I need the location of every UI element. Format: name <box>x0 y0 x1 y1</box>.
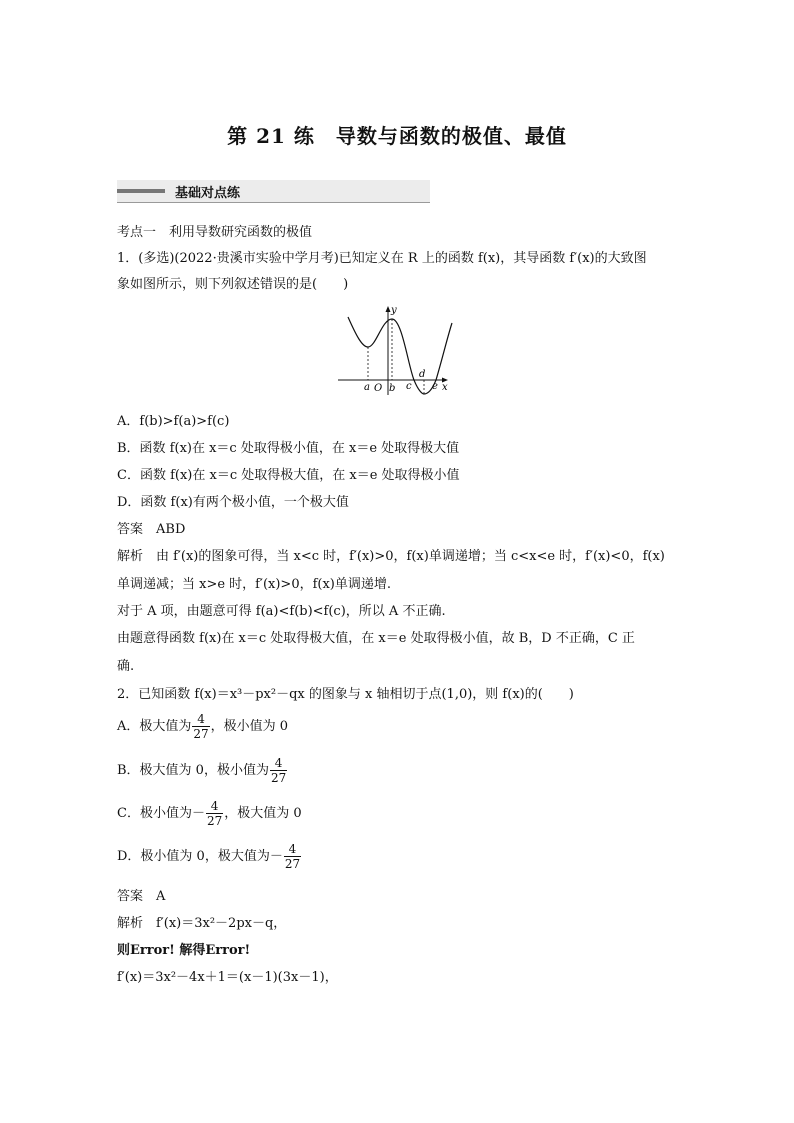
q2-stem: 2．已知函数 f(x)＝x³－px²－qx 的图象与 x 轴相切于点(1,0)，则 f(x)的( ) <box>117 687 574 702</box>
q1-analysis-line5: 确. <box>117 659 135 674</box>
q2-option-c-post: ，极大值为 0 <box>224 806 302 821</box>
q1-stem-line1: 1．(多选)(2022·贵溪市实验中学月考)已知定义在 R 上的函数 f(x)，其导函数 f′(x)的大致图 <box>117 251 647 266</box>
section-label: 基础对点练 <box>175 186 241 201</box>
fraction-numerator: 4 <box>206 799 223 814</box>
fraction-denominator: 27 <box>270 771 287 785</box>
q1-analysis-line1: 解析 由 f′(x)的图象可得，当 x<c 时，f′(x)>0，f(x)单调递增；当 c<x<e 时，f′(x)<0，f(x) <box>117 549 665 564</box>
q2-option-b <box>117 756 288 785</box>
fraction-numerator: 4 <box>192 712 209 727</box>
q1-option-c: C．函数 f(x)在 x＝c 处取得极大值，在 x＝e 处取得极小值 <box>117 468 460 483</box>
q2-option-d <box>117 842 302 871</box>
q2-option-a-post: ，极小值为 0 <box>210 719 289 734</box>
label-d: d <box>419 369 426 380</box>
q2-analysis-line1: 解析 f′(x)＝3x²－2px－q， <box>117 916 287 931</box>
derivative-graph <box>336 305 456 397</box>
q1-option-d: D．函数 f(x)有两个极小值，一个极大值 <box>117 495 349 510</box>
q2-option-a <box>117 712 288 741</box>
q1-stem-line2: 象如图所示，则下列叙述错误的是( ) <box>117 277 349 292</box>
q1-analysis-line3: 对于 A 项，由题意可得 f(a)<f(b)<f(c)，所以 A 不正确. <box>117 604 446 619</box>
q2-answer: 答案 A <box>117 889 166 904</box>
topic-heading: 考点一 利用导数研究函数的极值 <box>117 225 313 240</box>
label-c: c <box>406 381 412 392</box>
section-stripe <box>117 189 165 193</box>
fraction <box>206 799 223 828</box>
label-a: a <box>364 382 370 393</box>
fraction-denominator: 27 <box>284 857 301 871</box>
fraction <box>192 712 209 741</box>
label-e: e <box>432 381 438 392</box>
fraction-numerator: 4 <box>284 842 301 857</box>
q2-option-c-pre: C．极小值为－ <box>117 806 205 821</box>
fraction <box>270 756 287 785</box>
q1-option-b: B．函数 f(x)在 x＝c 处取得极小值，在 x＝e 处取得极大值 <box>117 441 460 456</box>
section-header <box>117 180 430 203</box>
fraction-denominator: 27 <box>193 727 209 741</box>
q2-option-b-pre: B．极大值为 0，极小值为 <box>117 763 269 778</box>
label-b: b <box>389 383 396 394</box>
fraction-numerator: 4 <box>270 756 287 771</box>
label-y: y <box>391 305 397 316</box>
q2-option-d-pre: D．极小值为 0，极大值为－ <box>117 849 283 864</box>
label-x: x <box>442 382 448 393</box>
q2-analysis-line2: 则Error! 解得Error! <box>117 943 251 958</box>
q1-answer: 答案 ABD <box>117 522 186 537</box>
fraction-denominator: 27 <box>206 814 223 828</box>
page-title: 第 21 练 导数与函数的极值、最值 <box>227 124 567 148</box>
label-O: O <box>374 383 383 394</box>
y-axis-arrow-icon <box>386 306 391 312</box>
q2-analysis-line3: f′(x)＝3x²－4x＋1＝(x－1)(3x－1)， <box>117 970 338 985</box>
q1-analysis-line2: 单调递减；当 x>e 时，f′(x)>0，f(x)单调递增. <box>117 577 392 592</box>
fraction <box>284 842 301 871</box>
q2-option-c <box>117 799 302 828</box>
q2-option-a-pre: A．极大值为 <box>117 719 192 734</box>
q1-option-a: A．f(b)>f(a)>f(c) <box>117 414 230 429</box>
q1-analysis-line4: 由题意得函数 f(x)在 x＝c 处取得极大值，在 x＝e 处取得极小值，故 B，D 不正确，C 正 <box>117 631 635 646</box>
